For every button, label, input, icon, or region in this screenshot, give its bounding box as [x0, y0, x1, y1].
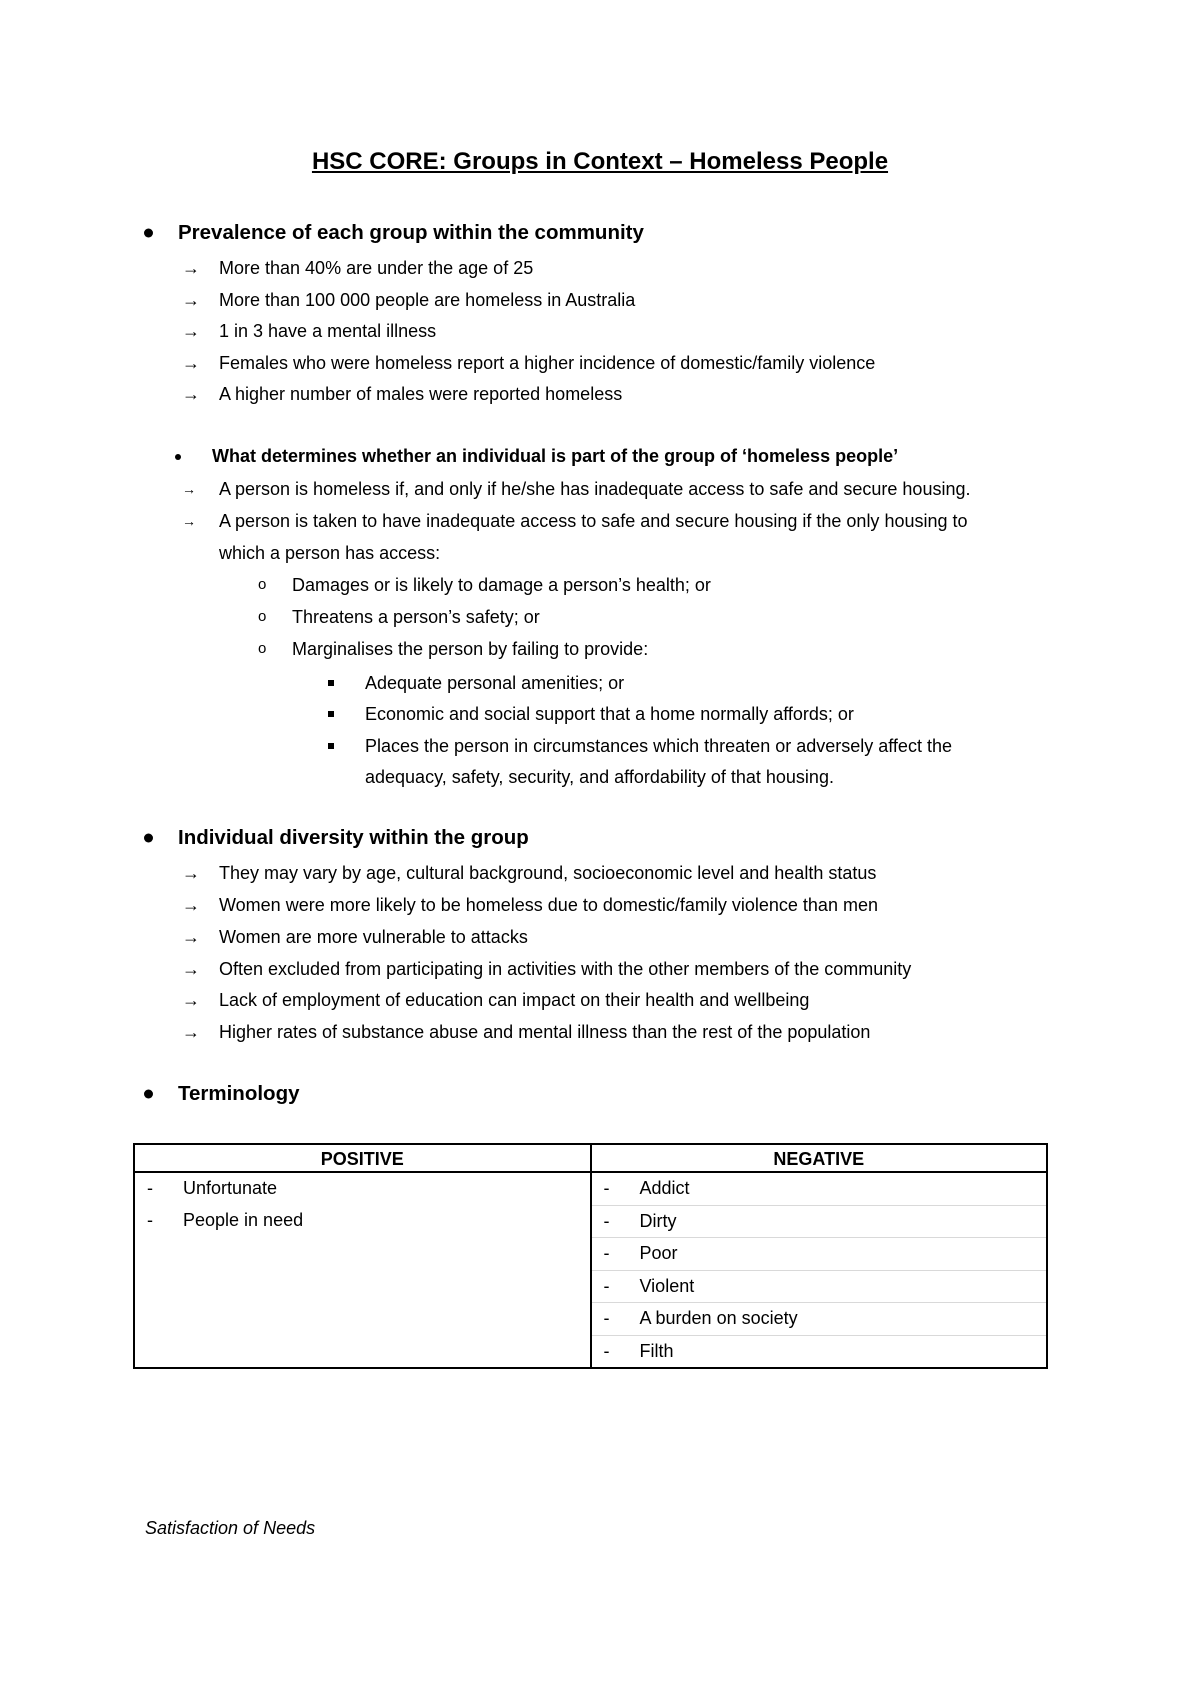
negative-list — [592, 1173, 1047, 1367]
arrow-icon: → — [182, 1022, 200, 1042]
list-item — [592, 1336, 1047, 1368]
term-text: People in need — [183, 1209, 304, 1230]
arrow-icon: → — [182, 481, 196, 497]
list-item: Often excluded from participating in activities with the other members of the community — [219, 959, 912, 979]
list-item — [592, 1271, 1047, 1304]
arrow-icon: → — [182, 990, 200, 1010]
arrow-icon: → — [182, 384, 200, 404]
term-text: Poor — [639, 1243, 678, 1263]
arrow-icon: → — [182, 895, 200, 915]
list-item — [135, 1173, 590, 1205]
list-item: They may vary by age, cultural background, socioeconomic level and health status — [219, 863, 877, 883]
list-item — [592, 1303, 1047, 1336]
dash-bullet: - — [603, 1275, 610, 1296]
dash-bullet: - — [603, 1243, 610, 1263]
bullet-icon — [144, 1090, 153, 1099]
bullet-icon — [144, 229, 153, 238]
term-text: Dirty — [639, 1210, 677, 1231]
list-item: More than 100 000 people are homeless in Australia — [219, 290, 636, 310]
arrow-icon: → — [182, 927, 200, 947]
list-item — [592, 1206, 1047, 1239]
bullet-icon — [175, 454, 181, 460]
column-header-positive: POSITIVE — [134, 1144, 591, 1172]
section-heading-text: Terminology — [178, 1082, 300, 1105]
section-heading-diversity — [178, 826, 529, 850]
term-text: Addict — [639, 1178, 690, 1198]
circle-bullet-icon: o — [258, 608, 267, 625]
sub-sub-list-item: Places the person in circumstances which threaten or adversely affect the — [365, 736, 952, 756]
square-bullet-icon — [328, 743, 334, 749]
arrow-icon: → — [182, 863, 200, 883]
column-header-negative: NEGATIVE — [591, 1144, 1048, 1172]
list-item: Females who were homeless report a higher incidence of domestic/family violence — [219, 353, 876, 373]
table-header-row — [134, 1144, 1047, 1172]
section-heading-determines — [212, 446, 898, 467]
list-item — [135, 1205, 590, 1237]
sub-sub-list-item-continuation: adequacy, safety, security, and affordability of that housing. — [365, 767, 834, 787]
sub-list-item: Marginalises the person by failing to provide: — [292, 639, 649, 659]
dash-bullet: - — [603, 1178, 610, 1198]
arrow-icon: → — [182, 258, 200, 278]
list-item: A person is taken to have inadequate access to safe and secure housing if the only housing to — [219, 511, 968, 531]
term-text: A burden on society — [639, 1308, 798, 1328]
list-item: A person is homeless if, and only if he/she has inadequate access to safe and secure housing. — [219, 479, 971, 499]
page-footer: Satisfaction of Needs — [145, 1518, 316, 1538]
dash-bullet: - — [147, 1178, 153, 1198]
circle-bullet-icon: o — [258, 640, 267, 657]
circle-bullet-icon: o — [258, 576, 267, 593]
negative-cell — [591, 1172, 1048, 1368]
arrow-icon: → — [182, 353, 200, 373]
list-item — [592, 1238, 1047, 1271]
section-heading-terminology — [178, 1082, 300, 1106]
dash-bullet: - — [603, 1210, 610, 1231]
list-item: A higher number of males were reported homeless — [219, 384, 623, 404]
section-heading-text: Individual diversity within the group — [178, 826, 529, 849]
page-title: HSC CORE: Groups in Context – Homeless People — [311, 148, 889, 175]
dash-bullet: - — [603, 1308, 610, 1328]
section-heading-text: What determines whether an individual is part of the group of ‘homeless people’ — [212, 446, 899, 466]
section-heading-prevalence — [178, 221, 644, 245]
list-item: Higher rates of substance abuse and mental illness than the rest of the population — [219, 1022, 871, 1042]
term-text: Violent — [639, 1275, 695, 1296]
list-item: Lack of employment of education can impact on their health and wellbeing — [219, 990, 810, 1010]
dash-bullet: - — [603, 1340, 610, 1361]
positive-cell — [134, 1172, 591, 1368]
square-bullet-icon — [328, 711, 334, 717]
arrow-icon: → — [182, 959, 200, 979]
list-item-continuation: which a person has access: — [219, 543, 441, 563]
arrow-icon: → — [182, 290, 200, 310]
list-item: 1 in 3 have a mental illness — [219, 321, 437, 341]
sub-sub-list-item: Economic and social support that a home normally affords; or — [365, 704, 854, 724]
list-item: Women were more likely to be homeless due to domestic/family violence than men — [219, 895, 878, 915]
sub-list-item: Threatens a person’s safety; or — [292, 607, 540, 627]
positive-list — [135, 1173, 590, 1236]
list-item — [592, 1173, 1047, 1206]
square-bullet-icon — [328, 680, 334, 686]
terminology-table — [133, 1143, 1048, 1369]
table-row — [134, 1172, 1047, 1368]
term-text: Unfortunate — [183, 1178, 278, 1198]
list-item: Women are more vulnerable to attacks — [219, 927, 528, 947]
section-heading-text: Prevalence of each group within the community — [178, 221, 644, 244]
arrow-icon: → — [182, 513, 196, 529]
term-text: Filth — [639, 1340, 674, 1361]
list-item: More than 40% are under the age of 25 — [219, 258, 534, 278]
arrow-icon: → — [182, 321, 200, 341]
dash-bullet: - — [147, 1209, 153, 1230]
sub-sub-list-item: Adequate personal amenities; or — [365, 673, 625, 693]
bullet-icon — [144, 834, 153, 843]
sub-list-item: Damages or is likely to damage a person’s health; or — [292, 575, 711, 595]
